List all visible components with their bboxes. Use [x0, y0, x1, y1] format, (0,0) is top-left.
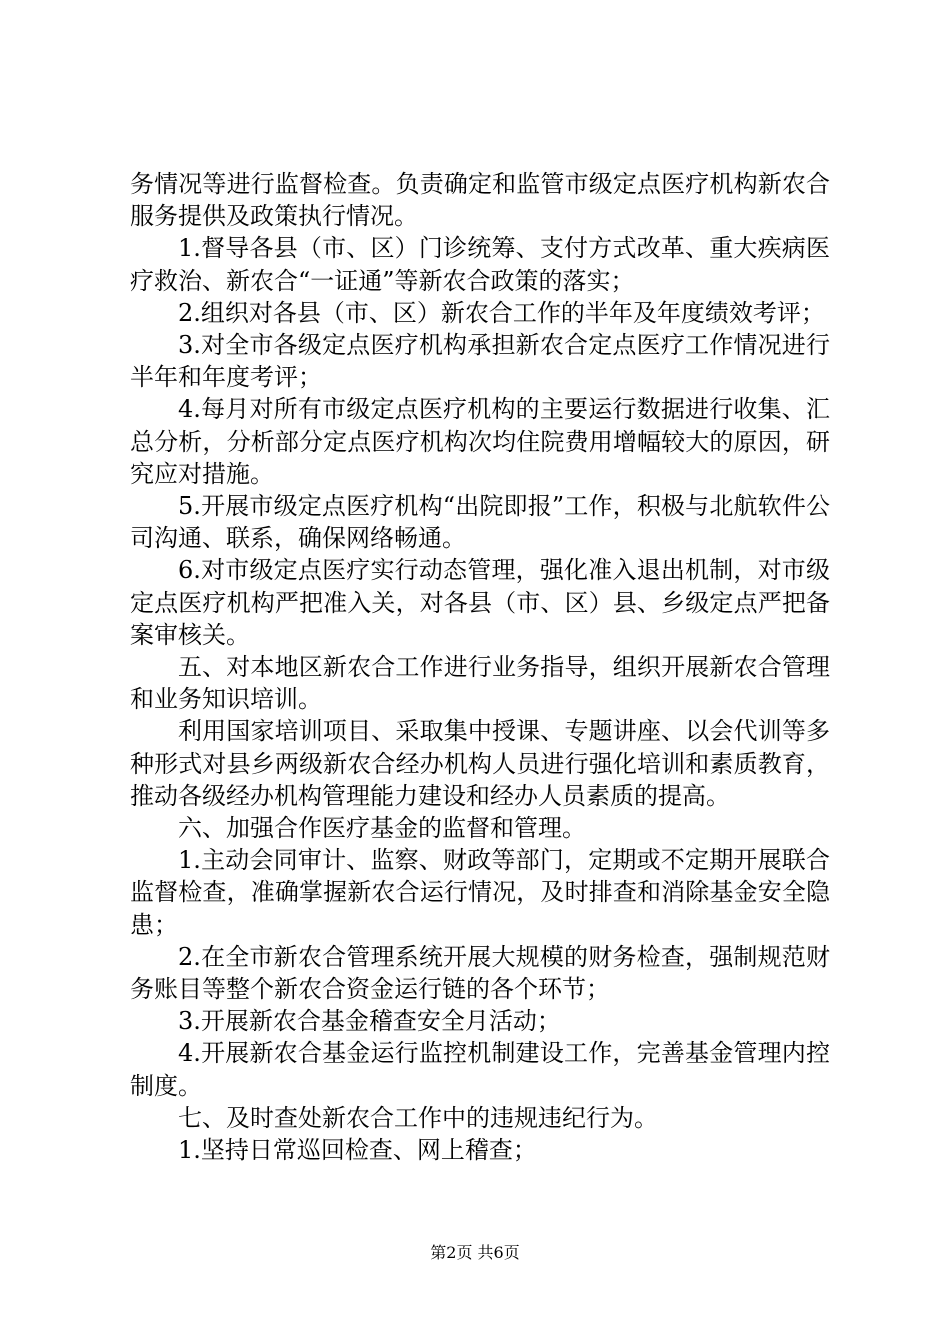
paragraph-8: 利用国家培训项目、采取集中授课、专题讲座、以会代训等多种形式对县乡两级新农合经办机构人员进行强化培训和素质教育，推动各级经办机构管理能力建设和经办人员素质的提高。: [130, 717, 830, 810]
paragraph-13: 4.开展新农合基金运行监控机制建设工作，完善基金管理内控制度。: [130, 1039, 830, 1100]
section-heading-7: 七、及时查处新农合工作中的违规违纪行为。: [178, 1103, 658, 1132]
document-body: [130, 168, 830, 1166]
paragraph-15: 1.坚持日常巡回检查、网上稽查；: [178, 1136, 537, 1165]
paragraph-12: 3.开展新农合基金稽查安全月活动；: [178, 1007, 561, 1036]
section-heading-6: 六、加强合作医疗基金的监督和管理。: [178, 814, 586, 843]
paragraph-11: 2.在全市新农合管理系统开展大规模的财务检查，强制规范财务账目等整个新农合资金运行链的各个环节；: [130, 942, 830, 1004]
paragraph-1: 1.督导各县（市、区）门诊统筹、支付方式改革、重大疾病医疗救治、新农合“一证通”等新农合政策的落实；: [130, 234, 830, 295]
paragraph-2: 2.组织对各县（市、区）新农合工作的半年及年度绩效考评；: [178, 298, 825, 327]
paragraph-0: 务情况等进行监督检查。负责确定和监管市级定点医疗机构新农合服务提供及政策执行情况。: [130, 170, 830, 231]
paragraph-10: 1.主动会同审计、监察、财政等部门，定期或不定期开展联合监督检查，准确掌握新农合运行情况，及时排查和消除基金安全隐患；: [130, 846, 830, 939]
paragraph-4: 4.每月对所有市级定点医疗机构的主要运行数据进行收集、汇总分析，分析部分定点医疗机构次均住院费用增幅较大的原因，研究应对措施。: [130, 395, 830, 488]
page-footer: 第2页 共6页: [430, 1243, 520, 1262]
section-heading-5: 五、对本地区新农合工作进行业务指导，组织开展新农合管理和业务知识培训。: [130, 653, 830, 714]
paragraph-5: 5.开展市级定点医疗机构“出院即报”工作，积极与北航软件公司沟通、联系，确保网络畅通。: [130, 492, 830, 553]
paragraph-3: 3.对全市各级定点医疗机构承担新农合定点医疗工作情况进行半年和年度考评；: [130, 331, 830, 392]
paragraph-6: 6.对市级定点医疗实行动态管理，强化准入退出机制，对市级定点医疗机构严把准入关，对各县（市、区）县、乡级定点严把备案审核关。: [130, 556, 830, 649]
